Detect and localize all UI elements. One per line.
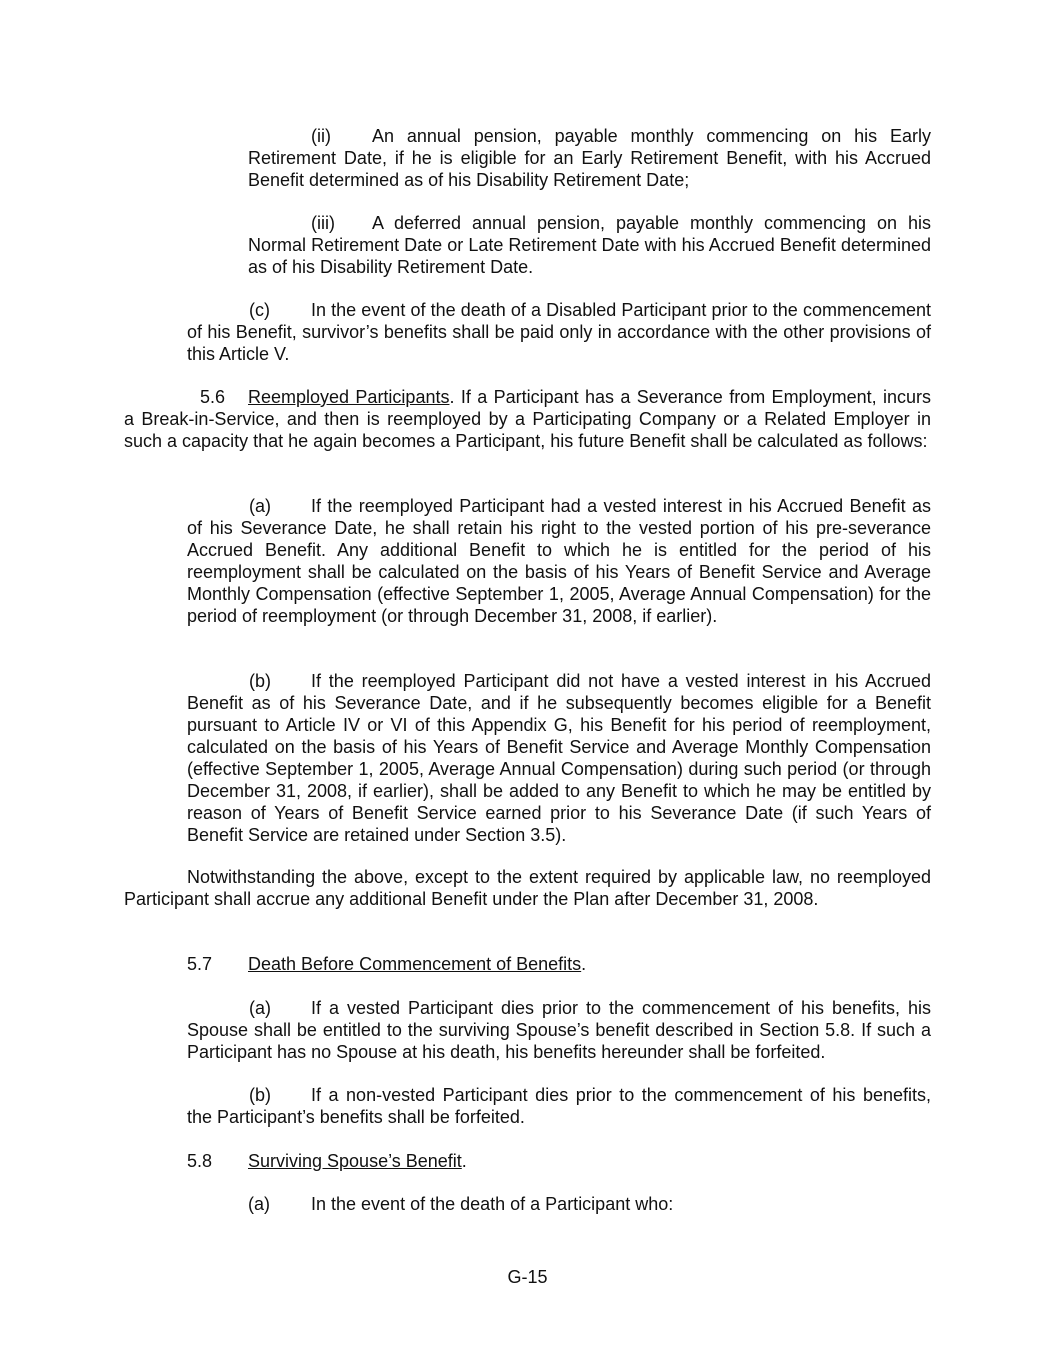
paragraph-5-7-b xyxy=(187,1084,931,1128)
text-5-7-a: If a vested Participant dies prior to the commencement of his benefits, his Spouse shall be entitled to the surviving Spouse’s benefit described in Section 5.8. If such a Participant has no Spouse at his death, his benefits hereunder shall be forfeited. xyxy=(187,998,931,1062)
label-ii: (ii) xyxy=(311,126,331,146)
paragraph-5-6-a xyxy=(187,495,931,627)
text-5-8-a: In the event of the death of a Participant who: xyxy=(311,1194,674,1214)
text-5-6-b: If the reemployed Participant did not have a vested interest in his Accrued Benefit as of his Severance Date, and if he subsequently becomes eligible for a Benefit pursuant to Article IV or VI of this Appendix G, his Benefit for his period of reemployment, calculated on the basis of his Years of Benefit Service and Average Monthly Compensation (effective September 1, 2005, Average Annual Compensation) during such period (or through December 31, 2008, if earlier), shall be added to any Benefit to which he may be entitled by reason of Years of Benefit Service earned prior to his Severance Date (if such Years of Benefit Service are retained under Section 3.5). xyxy=(187,671,931,845)
label-5-8-a: (a) xyxy=(248,1194,270,1214)
label-iii: (iii) xyxy=(311,213,335,233)
text-5-7-b: If a non-vested Participant dies prior to the commencement of his benefits, the Participant’s benefits shall be forfeited. xyxy=(187,1085,931,1127)
text-ii: An annual pension, payable monthly commencing on his Early Retirement Date, if he is eligible for an Early Retirement Benefit, with his Accrued Benefit determined as of his Disability Retirement Date; xyxy=(248,126,931,190)
text-iii: A deferred annual pension, payable monthly commencing on his Normal Retirement Date or Late Retirement Date with his Accrued Benefit determined as of his Disability Retirement Date. xyxy=(248,213,931,277)
label-5-7-a: (a) xyxy=(249,998,271,1018)
label-5-7-b: (b) xyxy=(249,1085,271,1105)
section-5-7-heading xyxy=(187,953,586,975)
label-5-6-a: (a) xyxy=(249,496,271,516)
label-c: (c) xyxy=(249,300,270,320)
label-5-6-b: (b) xyxy=(249,671,271,691)
paragraph-iii xyxy=(248,212,931,278)
section-period-5-8: . xyxy=(461,1151,467,1171)
paragraph-5-7-a xyxy=(187,997,931,1063)
paragraph-notwithstanding xyxy=(124,866,931,910)
paragraph-5-6-b xyxy=(187,670,931,846)
section-number-5-7: 5.7 xyxy=(187,954,213,974)
text-c: In the event of the death of a Disabled Participant prior to the commencement of his Benefit, survivor’s benefits shall be paid only in accordance with the other provisions of this Article V. xyxy=(187,300,931,364)
text-5-6-a: If the reemployed Participant had a vested interest in his Accrued Benefit as of his Severance Date, he shall retain his right to the vested portion of his pre-severance Accrued Benefit. Any additional Benefit to which he is entitled for the period of his reemployment shall be calculated on the basis of his Years of Benefit Service and Average Monthly Compensation (effective September 1, 2005, Average Annual Compensation) for the period of reemployment (or through December 31, 2008, if earlier). xyxy=(187,496,931,626)
section-title-5-6: Reemployed Participants xyxy=(248,387,450,407)
section-number-5-6: 5.6 xyxy=(200,387,226,407)
section-title-5-7: Death Before Commencement of Benefits xyxy=(248,954,582,974)
paragraph-ii xyxy=(248,125,931,191)
text-notwithstanding: Notwithstanding the above, except to the extent required by applicable law, no reemployed Participant shall accrue any additional Benefit under the Plan after December 31, 2008. xyxy=(124,867,931,909)
section-title-5-8: Surviving Spouse’s Benefit xyxy=(248,1151,462,1171)
section-text-5-6: . If a Participant has a Severance from Employment, incurs a Break-in-Service, and then is reemployed by a Participating Company or a Related Employer in such a capacity that he again becomes a Participant, his future Benefit shall be calculated as follows: xyxy=(124,387,931,451)
paragraph-c xyxy=(187,299,931,365)
page-number: G-15 xyxy=(507,1267,548,1287)
section-5-6 xyxy=(124,386,931,452)
section-number-5-8: 5.8 xyxy=(187,1151,213,1171)
section-5-8-heading xyxy=(187,1150,467,1172)
paragraph-5-8-a xyxy=(248,1193,673,1215)
section-period-5-7: . xyxy=(581,954,587,974)
